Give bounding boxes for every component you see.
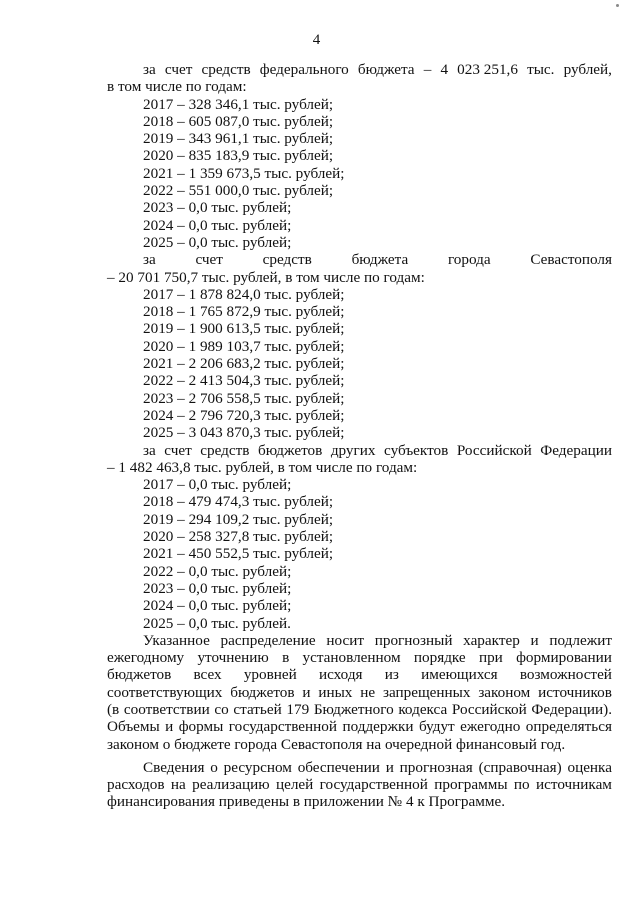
federal-year-2021: 2021 – 1 359 673,5 тыс. рублей; [143, 164, 345, 182]
city-heading-tail: – 20 701 750,7 тыс. рублей, в том числе по годам: [107, 268, 425, 286]
city-year-2018: 2018 – 1 765 872,9 тыс. рублей; [143, 303, 345, 321]
federal-heading-tail: в том числе по годам: [107, 78, 247, 96]
federal-year-2017: 2017 – 328 346,1 тыс. рублей; [143, 95, 334, 113]
regions-year-2021: 2021 – 450 552,5 тыс. рублей; [143, 545, 334, 563]
city-year-2017: 2017 – 1 878 824,0 тыс. рублей; [143, 285, 345, 303]
city-year-2019: 2019 – 1 900 613,5 тыс. рублей; [143, 320, 345, 338]
federal-heading-line: за счет средств федерального бюджета – 4 023 251,6 тыс. рублей, [143, 61, 612, 78]
city-year-2023: 2023 – 2 706 558,5 тыс. рублей; [143, 389, 345, 407]
regions-heading-line: за счет средств бюджетов других субъектов Российской Федерации [143, 441, 612, 459]
city-year-2025: 2025 – 3 043 870,3 тыс. рублей; [143, 424, 345, 442]
regions-year-2024: 2024 – 0,0 тыс. рублей; [143, 597, 292, 615]
city-year-2021: 2021 – 2 206 683,2 тыс. рублей; [143, 355, 345, 373]
regions-year-2022: 2022 – 0,0 тыс. рублей; [143, 562, 292, 580]
page-number: 4 [312, 32, 321, 48]
federal-year-2025: 2025 – 0,0 тыс. рублей; [143, 233, 292, 251]
scan-mark [616, 4, 619, 7]
federal-year-2019: 2019 – 343 961,1 тыс. рублей; [143, 130, 334, 148]
para1-line-4: соответствующих бюджетов и иных не запрещенных законом источников [107, 683, 612, 701]
regions-year-2017: 2017 – 0,0 тыс. рублей; [143, 476, 292, 494]
federal-year-2023: 2023 – 0,0 тыс. рублей; [143, 199, 292, 217]
city-year-2020: 2020 – 1 989 103,7 тыс. рублей; [143, 337, 345, 355]
para2-line-2: расходов на реализацию целей государственной программы по источникам [107, 776, 612, 794]
federal-year-2020: 2020 – 835 183,9 тыс. рублей; [143, 147, 334, 165]
regions-year-2020: 2020 – 258 327,8 тыс. рублей; [143, 528, 334, 546]
para1-line-1: Указанное распределение носит прогнозный характер и подлежит [143, 631, 612, 649]
para2-line-3: финансирования приведены в приложении № 4 к Программе. [107, 793, 505, 811]
regions-year-2018: 2018 – 479 474,3 тыс. рублей; [143, 493, 334, 511]
regions-year-2025: 2025 – 0,0 тыс. рублей. [143, 614, 291, 632]
para1-line-3: бюджетов всех уровней исходя из имеющихся возможностей [107, 666, 612, 684]
federal-year-2022: 2022 – 551 000,0 тыс. рублей; [143, 182, 334, 200]
regions-year-2023: 2023 – 0,0 тыс. рублей; [143, 579, 292, 597]
para2-line-1: Сведения о ресурсном обеспечении и прогнозная (справочная) оценка [143, 758, 612, 776]
para1-line-2: ежегодному уточнению в установленном порядке при формировании [107, 649, 612, 667]
city-heading-line: за счет средств бюджета города Севастополя [143, 251, 612, 269]
document-body [107, 61, 612, 811]
regions-heading-tail: – 1 482 463,8 тыс. рублей, в том числе по годам: [107, 458, 418, 476]
federal-year-2024: 2024 – 0,0 тыс. рублей; [143, 216, 292, 234]
regions-year-2019: 2019 – 294 109,2 тыс. рублей; [143, 510, 334, 528]
city-year-2024: 2024 – 2 796 720,3 тыс. рублей; [143, 406, 345, 424]
para1-line-7: законом о бюджете города Севастополя на очередной финансовый год. [107, 735, 566, 753]
city-year-2022: 2022 – 2 413 504,3 тыс. рублей; [143, 372, 345, 390]
para1-line-5: (в соответствии со статьей 179 Бюджетного кодекса Российской Федерации). [107, 700, 612, 718]
federal-year-2018: 2018 – 605 087,0 тыс. рублей; [143, 112, 334, 130]
para1-line-6: Объемы и формы государственной поддержки будут ежегодно определяться [107, 718, 612, 736]
